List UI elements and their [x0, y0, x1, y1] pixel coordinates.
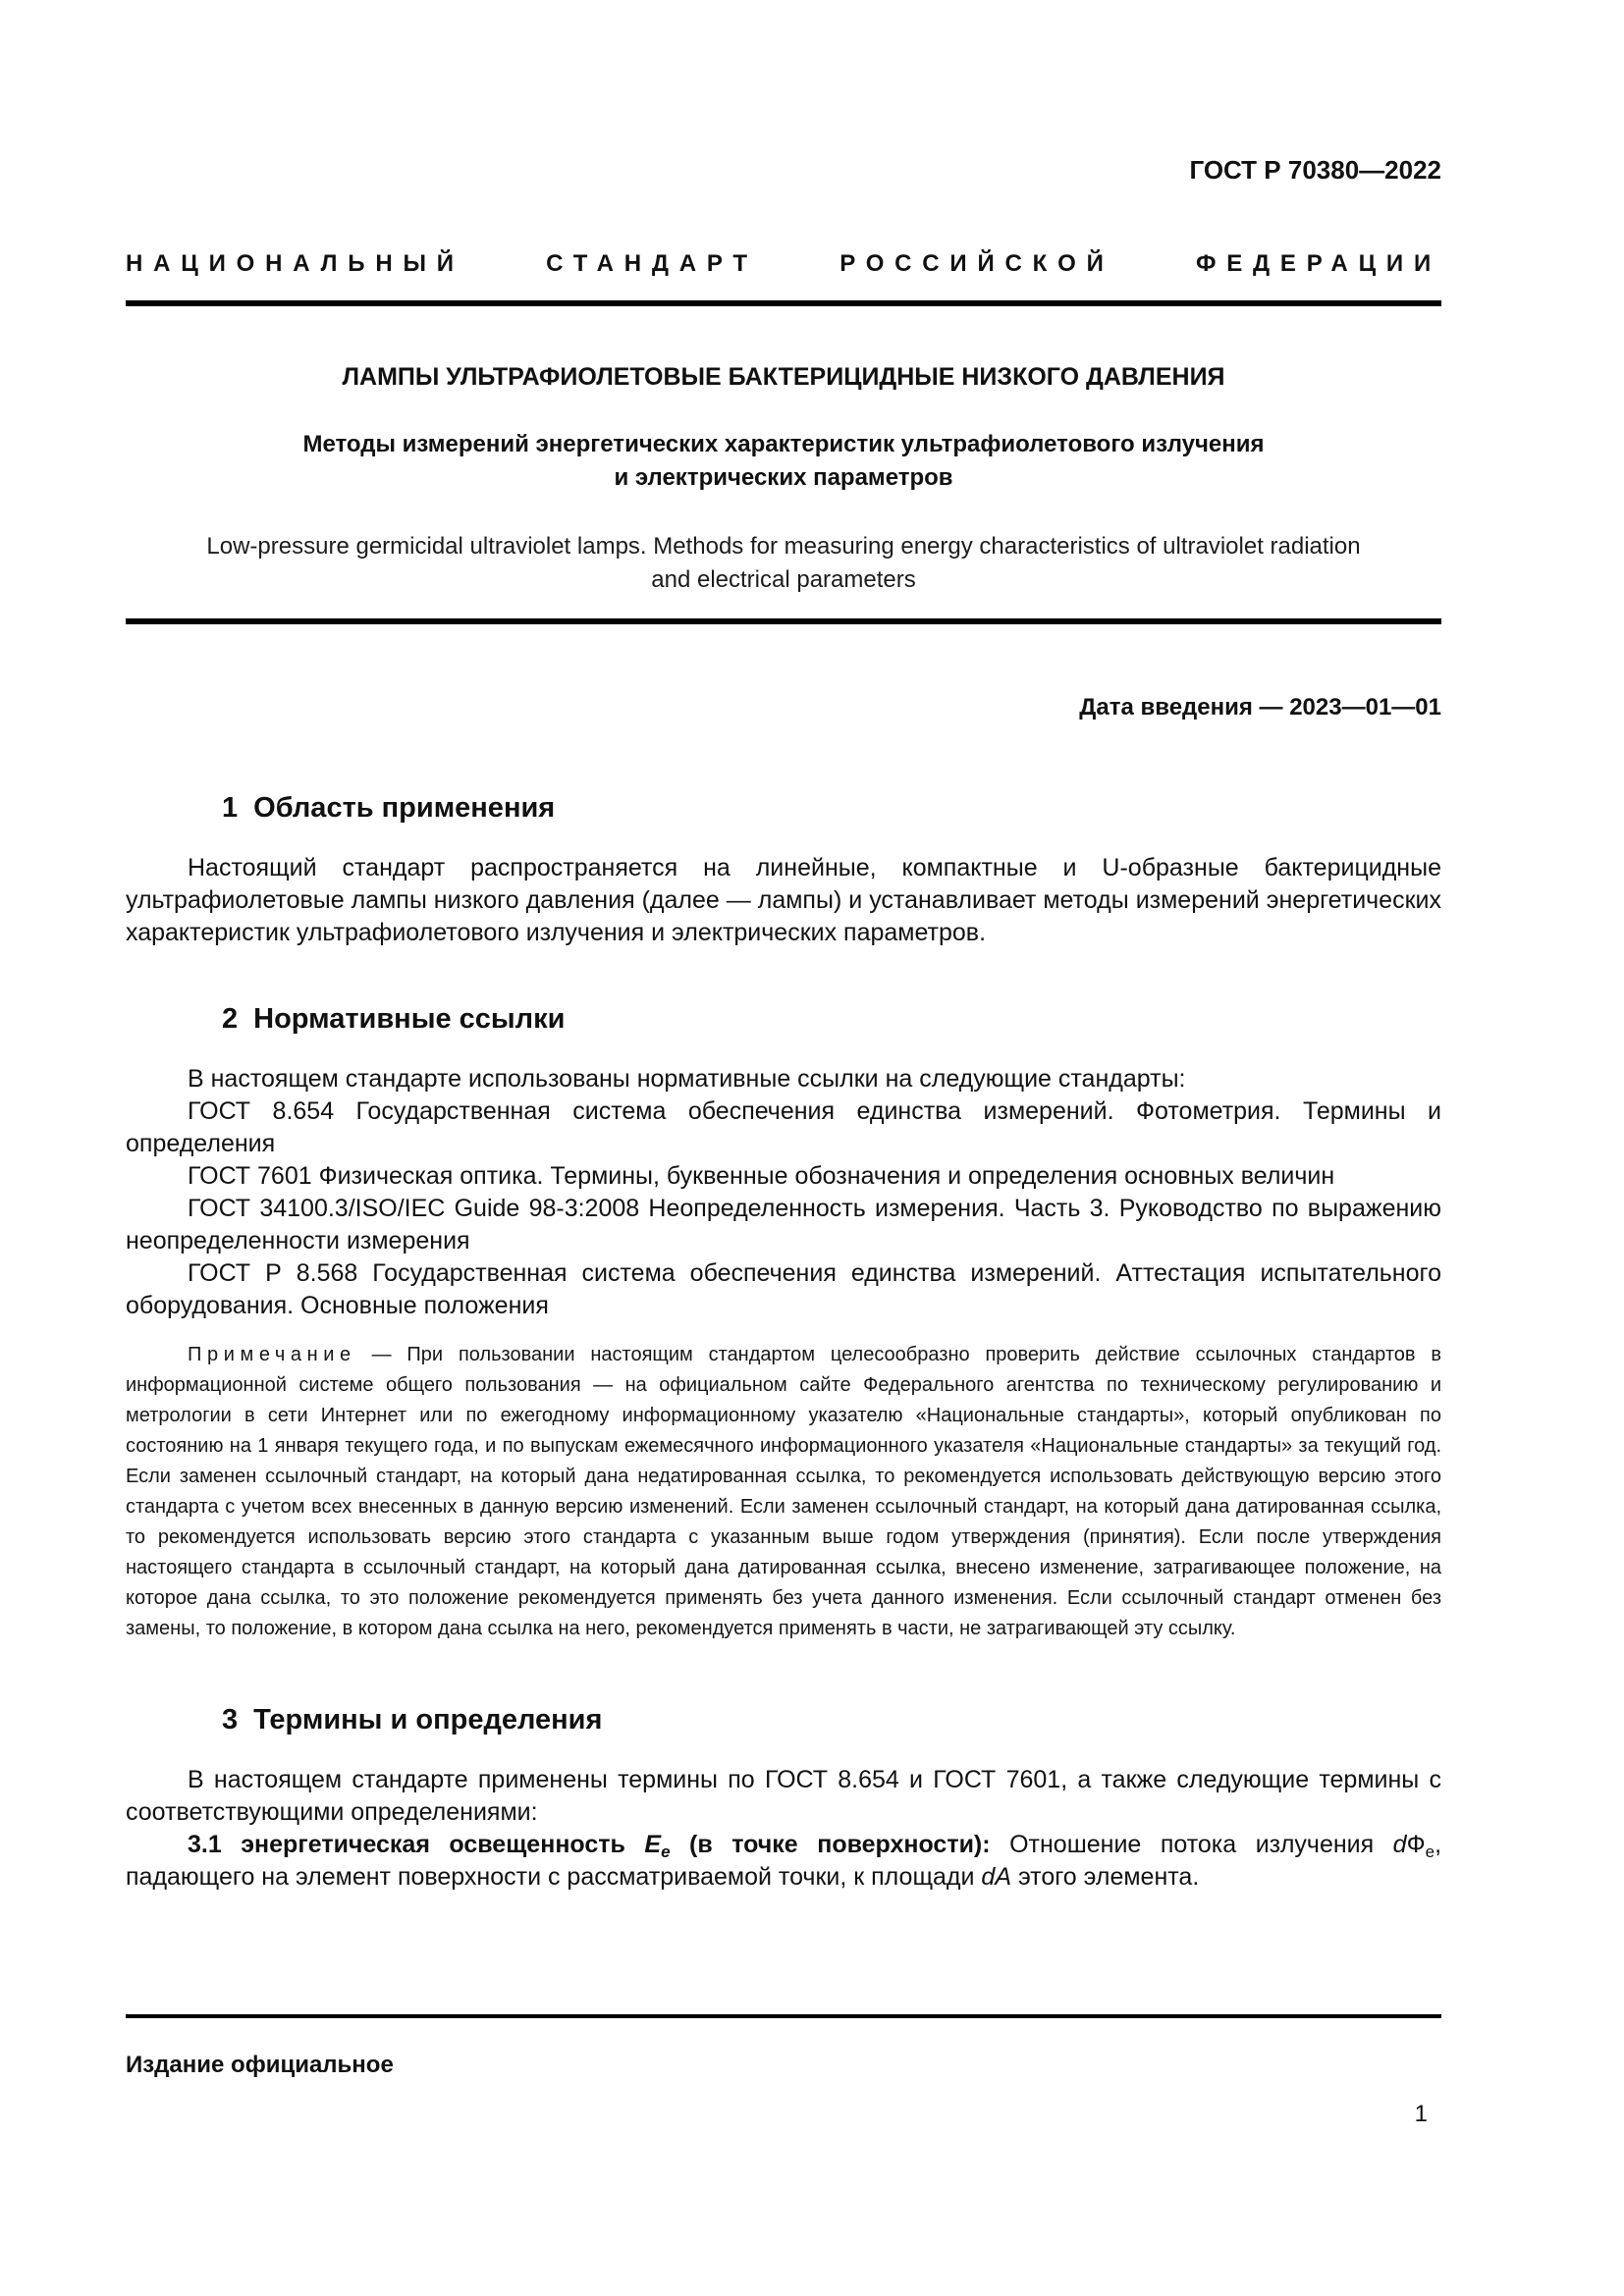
- title-en-line2: and electrical parameters: [651, 566, 916, 593]
- term-symbol-subscript: e: [661, 1842, 671, 1861]
- term-d2: d: [981, 1863, 996, 1891]
- term-tail: (в точке поверхности):: [670, 1831, 1010, 1858]
- term-d1: d: [1392, 1831, 1407, 1858]
- header-divider-top: [126, 300, 1441, 306]
- section-2-heading: [222, 1002, 1441, 1036]
- section-2-number: 2: [222, 1003, 239, 1035]
- section-3-heading: [222, 1703, 1441, 1736]
- page-content: [126, 157, 1441, 1894]
- document-subtitle-ru: [126, 428, 1441, 495]
- subtitle-ru-line1: Методы измерений энергетических характеристик ультрафиолетового излучения: [302, 431, 1265, 457]
- footer-divider: [126, 2014, 1441, 2018]
- term-lead: 3.1 энергетическая освещенность: [188, 1831, 645, 1858]
- reference-item: ГОСТ 34100.3/ISO/IEC Guide 98-3:2008 Неопределенность измерения. Часть 3. Руководство по выражению неопределенности измерения: [126, 1195, 1441, 1255]
- header-divider-bottom: [126, 618, 1441, 624]
- doc-code: ГОСТ Р 70380—2022: [1189, 155, 1441, 185]
- reference-item: ГОСТ 7601 Физическая оптика. Термины, буквенные обозначения и определения основных величин: [188, 1162, 1335, 1190]
- effective-date: Дата введения — 2023—01—01: [1079, 694, 1441, 721]
- subtitle-ru-line2: и электрических параметров: [614, 464, 953, 491]
- note-label: Примечание: [188, 1344, 356, 1365]
- document-title-ru: ЛАМПЫ УЛЬТРАФИОЛЕТОВЫЕ БАКТЕРИЦИДНЫЕ НИЗКОГО ДАВЛЕНИЯ: [342, 363, 1225, 391]
- document-title-en: [126, 530, 1441, 597]
- term-area-symbol: A: [995, 1863, 1012, 1891]
- section-3-number: 3: [222, 1704, 239, 1735]
- term-def-part3: этого элемента.: [1011, 1863, 1200, 1891]
- standard-banner: НАЦИОНАЛЬНЫЙ СТАНДАРТ РОССИЙСКОЙ ФЕДЕРАЦИИ: [126, 250, 1441, 277]
- term-definition: [126, 1829, 1441, 1894]
- reference-item: ГОСТ Р 8.568 Государственная система обеспечения единства измерений. Аттестация испытательного оборудования. Основные положения: [126, 1259, 1441, 1319]
- note-paragraph: [126, 1340, 1441, 1644]
- term-symbol: E: [644, 1831, 662, 1858]
- note-body: — При пользовании настоящим стандартом целесообразно проверить действие ссылочных стандартов в информационной системе общего пользования — на официальном сайте Федерального агентства по техническому регулированию и метрологии в сети Интернет или по ежегодному информационному указателю «Национальные стандарты», который опубликован по состоянию на 1 января текущего года, и по выпускам ежемесячного информационного указателя «Национальные стандарты» за текущий год. Если заменен ссылочный стандарт, на который дана недатированная ссылка, то рекомендуется использовать действующую версию этого стандарта с учетом всех внесенных в данную версию изменений. Если заменен ссылочный стандарт, на который дана датированная ссылка, то рекомендуется использовать версию этого стандарта с указанным выше годом утверждения (принятия). Если после утверждения настоящего стандарта в ссылочный стандарт, на который дана датированная ссылка, внесено изменение, затрагивающее положение, на которое дана ссылка, то это положение рекомендуется применять без учета данного изменения. Если ссылочный стандарт отменен без замены, то положение, в котором дана ссылка на него, рекомендуется применять в части, не затрагивающей эту ссылку.: [126, 1344, 1441, 1639]
- term-flux-symbol: Ф: [1406, 1831, 1426, 1858]
- section-1-heading: [222, 791, 1441, 825]
- section-3-title: Термины и определения: [253, 1704, 603, 1735]
- section-2-title: Нормативные ссылки: [253, 1003, 566, 1035]
- section-1-paragraph: Настоящий стандарт распространяется на линейные, компактные и U-образные бактерицидные ультрафиолетовые лампы низкого давления (далее — лампы) и устанавливает методы измерений энергетических характеристик ультрафиолетового излучения и электрических параметров.: [126, 854, 1441, 946]
- term-flux-subscript: e: [1425, 1842, 1435, 1861]
- page-footer: [126, 2014, 1441, 2128]
- page-number: 1: [1414, 2101, 1428, 2127]
- reference-item: ГОСТ 8.654 Государственная система обеспечения единства измерений. Фотометрия. Термины и определения: [126, 1097, 1441, 1157]
- section-2-intro: В настоящем стандарте использованы нормативные ссылки на следующие стандарты:: [188, 1065, 1186, 1093]
- section-1-title: Область применения: [253, 792, 556, 824]
- term-def-part2: , падающего на элемент поверхности с рассматриваемой точки, к площади: [126, 1831, 1442, 1891]
- section-1-number: 1: [222, 792, 239, 824]
- term-def-part1: Отношение потока излучения: [1009, 1831, 1393, 1858]
- title-en-line1: Low-pressure germicidal ultraviolet lamps. Methods for measuring energy characteristics of ultraviolet radiation: [206, 533, 1361, 560]
- section-3-intro: В настоящем стандарте применены термины по ГОСТ 8.654 и ГОСТ 7601, а также следующие термины с соответствующими определениями:: [126, 1766, 1441, 1826]
- edition-note: Издание официальное: [126, 2052, 394, 2078]
